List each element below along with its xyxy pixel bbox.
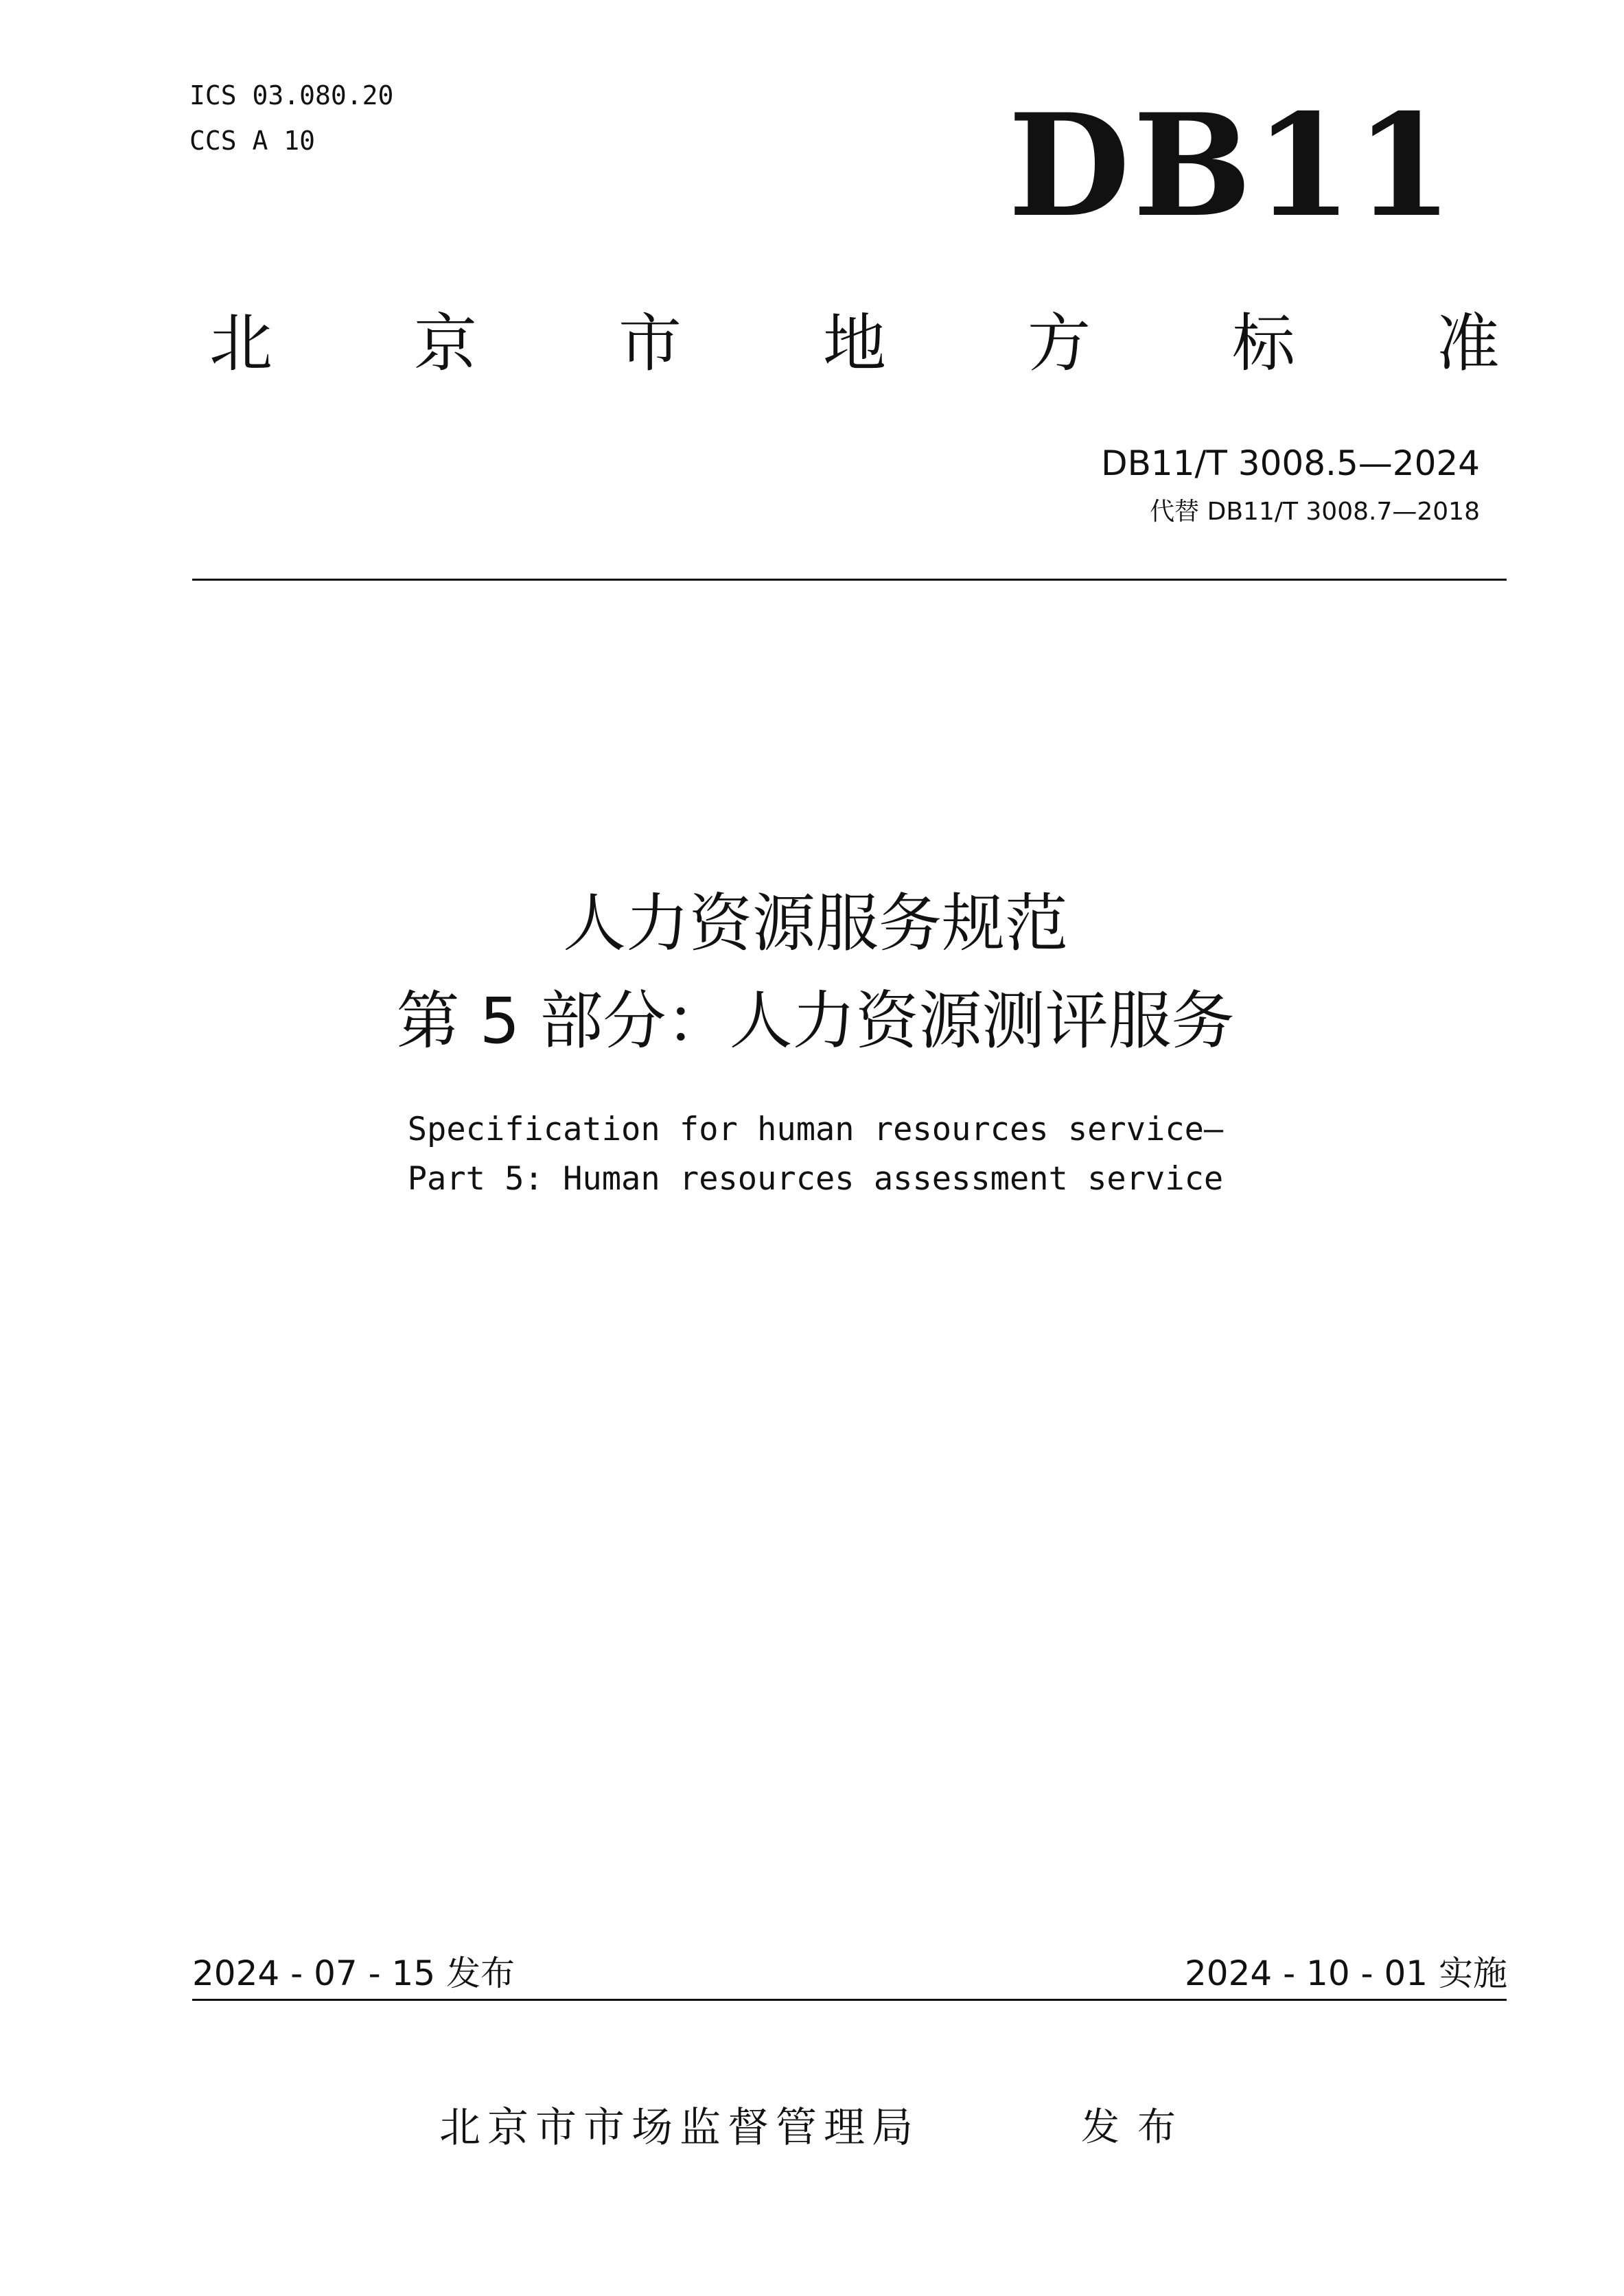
publish-label: 发布: [1081, 2105, 1194, 2150]
title-en-line2: Part 5: Human resources assessment service: [407, 1160, 1224, 1198]
title-en-line1: Specification for human resources service—: [407, 1111, 1224, 1148]
standard-number: DB11/T 3008.5—2024: [1101, 443, 1480, 483]
top-divider: [192, 579, 1507, 581]
ics-code: ICS 03.080.20: [189, 80, 394, 111]
title-cn-line2: 第 5 部分：人力资源测评服务: [396, 984, 1235, 1058]
ccs-code: CCS A 10: [189, 126, 316, 156]
authority-title: [209, 307, 1500, 380]
authority-title-char: 准: [1436, 307, 1500, 380]
authority-title-char: 北: [209, 307, 273, 380]
authority-title-char: 方: [1027, 307, 1091, 380]
title-cn-line1: 人力资源服务规范: [562, 887, 1068, 960]
publisher: 北京市市场监督管理局: [439, 2104, 920, 2152]
issue-date: 2024 - 07 - 15 发布: [192, 1953, 515, 1993]
bottom-divider: [192, 1999, 1507, 2001]
authority-title-char: 地: [822, 307, 886, 380]
authority-title-char: 标: [1231, 307, 1295, 380]
implementation-date: 2024 - 10 - 01 实施: [1184, 1953, 1507, 1993]
replaces-standard: 代替 DB11/T 3008.7—2018: [1150, 498, 1480, 526]
authority-title-char: 市: [618, 307, 682, 380]
authority-title-char: 京: [413, 307, 477, 380]
db11-logo: DB11: [1008, 84, 1456, 248]
